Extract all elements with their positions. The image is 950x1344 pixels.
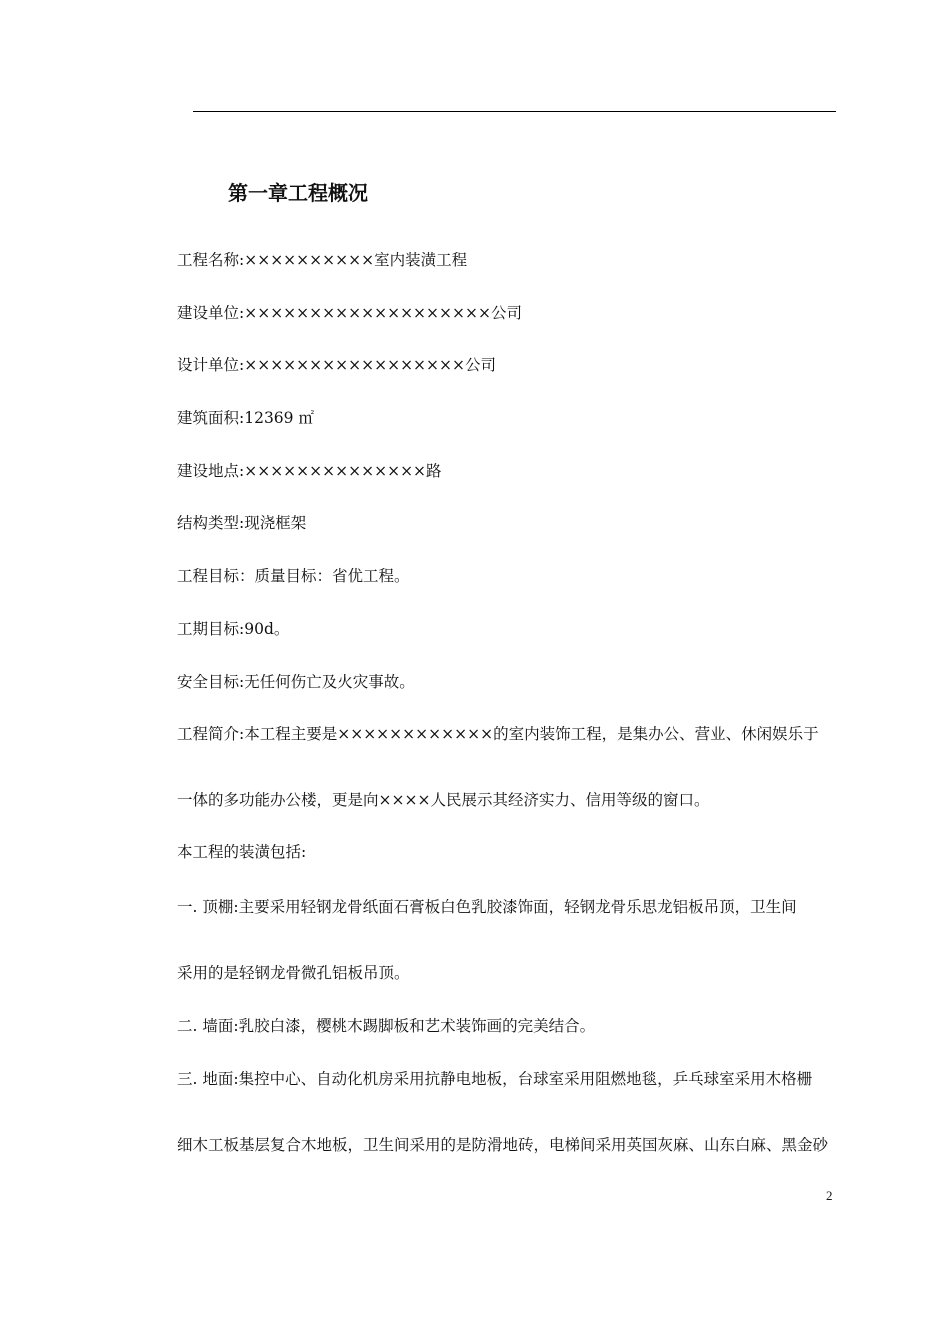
location-line: 建设地点:××××××××××××××路	[177, 462, 442, 480]
header-rule	[193, 111, 836, 112]
construction-unit-line: 建设单位:×××××××××××××××××××公司	[177, 304, 522, 322]
decoration-heading: 本工程的装潢包括:	[177, 843, 307, 861]
floor-item-line-1: 三. 地面:集控中心、自动化机房采用抗静电地板，台球室采用阻燃地毯，乒乓球室采用木格栅	[177, 1070, 813, 1088]
intro-line-1: 工程简介:本工程主要是××××××××××××的室内装饰工程，是集办公、营业、休闲娱乐于	[177, 725, 819, 743]
floor-item-line-2: 细木工板基层复合木地板，卫生间采用的是防滑地砖，电梯间采用英国灰麻、山东白麻、黑金砂	[177, 1136, 829, 1154]
wall-item-line: 二. 墙面:乳胶白漆，樱桃木踢脚板和艺术装饰画的完美结合。	[177, 1017, 596, 1035]
schedule-goal-line: 工期目标:90d。	[177, 620, 290, 638]
building-area-line: 建筑面积:12369 ㎡	[177, 409, 314, 427]
structure-type-line: 结构类型:现浇框架	[177, 514, 307, 532]
ceiling-item-line-2: 采用的是轻钢龙骨微孔铝板吊顶。	[177, 964, 410, 982]
quality-goal-line: 工程目标：质量目标：省优工程。	[177, 567, 410, 585]
chapter-title: 第一章工程概况	[228, 181, 368, 205]
safety-goal-line: 安全目标:无任何伤亡及火灾事故。	[177, 673, 415, 691]
design-unit-line: 设计单位:×××××××××××××××××公司	[177, 356, 497, 374]
page-number: 2	[826, 1188, 833, 1203]
project-name-line: 工程名称:××××××××××室内装潢工程	[177, 251, 468, 269]
intro-line-2: 一体的多功能办公楼，更是向××××人民展示其经济实力、信用等级的窗口。	[177, 791, 710, 809]
ceiling-item-line-1: 一. 顶棚:主要采用轻钢龙骨纸面石膏板白色乳胶漆饰面，轻钢龙骨乐思龙铝板吊顶，卫生间	[177, 898, 797, 916]
